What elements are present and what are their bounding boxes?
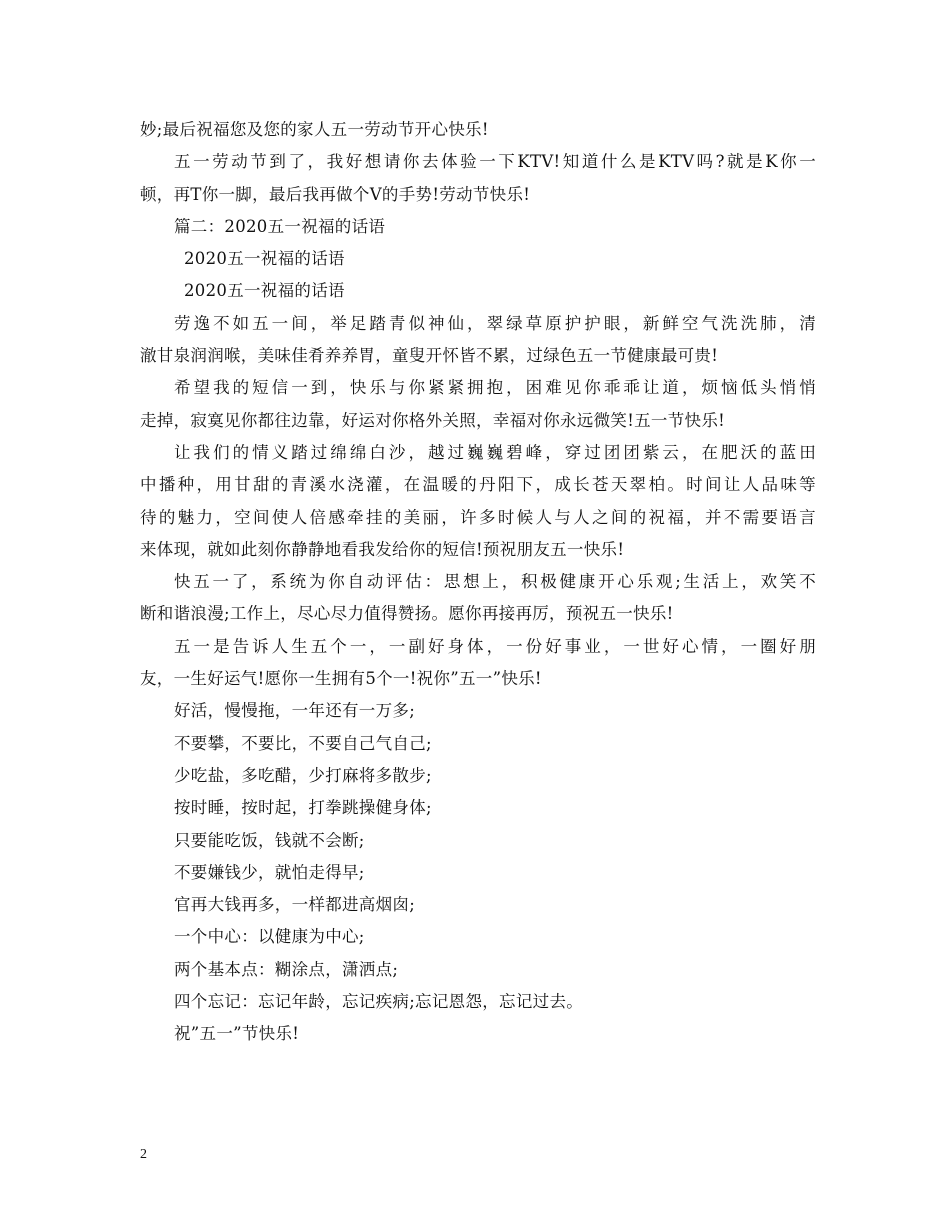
text-line: 四个忘记：忘记年龄，忘记疾病;忘记恩怨，忘记过去。 xyxy=(174,992,584,1012)
text-line: 祝”五一”节快乐! xyxy=(174,1024,300,1044)
text-line: 好活，慢慢拖，一年还有一万多; xyxy=(174,701,416,721)
text-line: 按时睡，按时起，打拳跳操健身体; xyxy=(174,798,432,818)
text-line: 澈甘泉润润喉，美味佳肴养养胃，童叟开怀皆不累，过绿色五一节健康最可贵! xyxy=(140,346,719,366)
text-line: 走掉，寂寞见你都往边靠，好运对你格外关照，幸福对你永远微笑!五一节快乐! xyxy=(140,410,726,430)
text-line: 五一劳动节到了，我好想请你去体验一下KTV!知道什么是KTV吗?就是K你一 xyxy=(174,152,816,172)
text-line: 五一是告诉人生五个一，一副好身体，一份好事业，一世好心情，一圈好朋 xyxy=(174,636,816,656)
text-line: 顿，再T你一脚，最后我再做个V的手势!劳动节快乐! xyxy=(140,184,531,204)
text-line: 只要能吃饭，钱就不会断; xyxy=(174,830,365,850)
text-line: 两个基本点：糊涂点，潇洒点; xyxy=(174,959,399,979)
text-line: 断和谐浪漫;工作上，尽心尽力值得赞扬。愿你再接再厉，预祝五一快乐! xyxy=(140,604,674,624)
section-subheading: 2020五一祝福的话语 xyxy=(184,249,345,269)
text-line: 不要嫌钱少，就怕走得早; xyxy=(174,862,365,882)
text-line: 少吃盐，多吃醋，少打麻将多散步; xyxy=(174,765,432,785)
text-line: 官再大钱再多，一样都进高烟囱; xyxy=(174,895,416,915)
text-line: 妙;最后祝福您及您的家人五一劳动节开心快乐! xyxy=(140,120,489,139)
text-line: 待的魅力，空间使人倍感牵挂的美丽，许多时候人与人之间的祝福，并不需要语言 xyxy=(140,507,816,527)
text-line: 快五一了，系统为你自动评估：思想上，积极健康开心乐观;生活上，欢笑不 xyxy=(174,572,816,592)
text-line: 希望我的短信一到，快乐与你紧紧拥抱，困难见你乖乖让道，烦恼低头悄悄 xyxy=(174,378,816,398)
text-line: 让我们的情义踏过绵绵白沙，越过巍巍碧峰，穿过团团紫云，在肥沃的蓝田 xyxy=(174,442,816,462)
section-heading: 篇二：2020五一祝福的话语 xyxy=(174,216,386,236)
document-body xyxy=(140,114,816,1051)
text-line: 友，一生好运气!愿你一生拥有5个一!祝你”五一”快乐! xyxy=(140,669,542,689)
text-line: 不要攀，不要比，不要自己气自己; xyxy=(174,733,432,753)
section-subheading: 2020五一祝福的话语 xyxy=(184,281,345,301)
text-line: 一个中心：以健康为中心; xyxy=(174,927,365,947)
page-number: 2 xyxy=(140,1147,147,1162)
text-line: 来体现，就如此刻你静静地看我发给你的短信!预祝朋友五一快乐! xyxy=(140,539,625,559)
text-line: 劳逸不如五一间，举足踏青似神仙，翠绿草原护护眼，新鲜空气洗洗肺，清 xyxy=(174,313,816,333)
text-line: 中播种，用甘甜的青溪水浇灌，在温暖的丹阳下，成长苍天翠柏。时间让人品味等 xyxy=(140,475,816,495)
